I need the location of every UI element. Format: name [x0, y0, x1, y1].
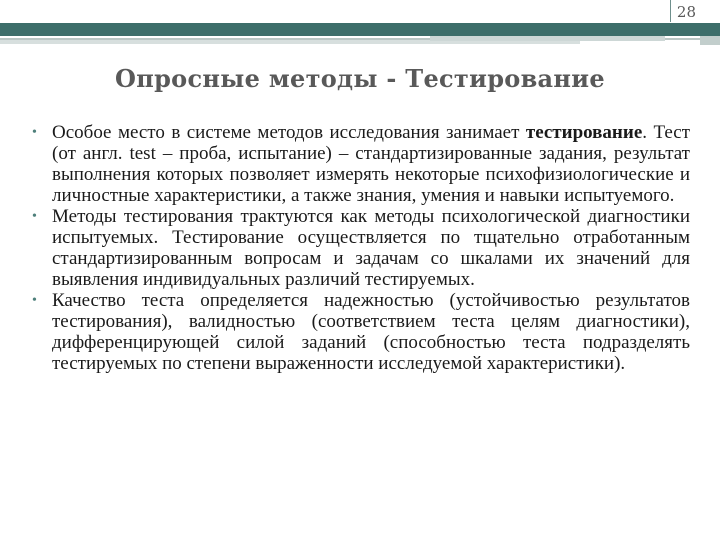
- bullet-dot-icon: •: [32, 125, 37, 140]
- bullet-item: [30, 290, 690, 374]
- bullet-item: [30, 122, 690, 206]
- header-bar: [0, 23, 720, 36]
- slide-body: [30, 122, 690, 374]
- bullet-text-pre: Особое место в системе методов исследования занимает: [52, 122, 526, 143]
- bullet-item: [30, 206, 690, 290]
- bullet-text-post: . Тест (от англ. test – проба, испытание) – стандартизированные задания, результат выполнения которых позволяет измерять некоторые психофизиологические и личностные характеристики, а также знания, умения и навыки испытуемого.: [52, 122, 690, 206]
- header-accent-mid: [430, 36, 665, 41]
- slide-title: Опросные методы - Тестирование: [115, 64, 605, 93]
- page-number: 28: [676, 3, 696, 21]
- bullet-dot-icon: •: [32, 293, 37, 308]
- bullet-text: Качество теста определяется надежностью (устойчивостью результатов тестирования), валидностью (соответствием теста целям диагностики), дифференцирующей силой заданий (способностью теста подразделять тестируемых по степени выраженности исследуемой характеристики).: [52, 290, 690, 374]
- bullet-text: Методы тестирования трактуются как методы психологической диагностики испытуемых. Тестирование осуществляется по тщательно отработанным стандартизированным вопросам и задачам со шкалами их значений для выявления индивидуальных различий тестируемых.: [52, 206, 690, 290]
- bullet-list: [30, 122, 690, 374]
- header-accent-right: [700, 36, 720, 45]
- bullet-dot-icon: •: [32, 209, 37, 224]
- bullet-text-bold: тестирование: [525, 122, 643, 143]
- page-number-divider: [670, 0, 671, 22]
